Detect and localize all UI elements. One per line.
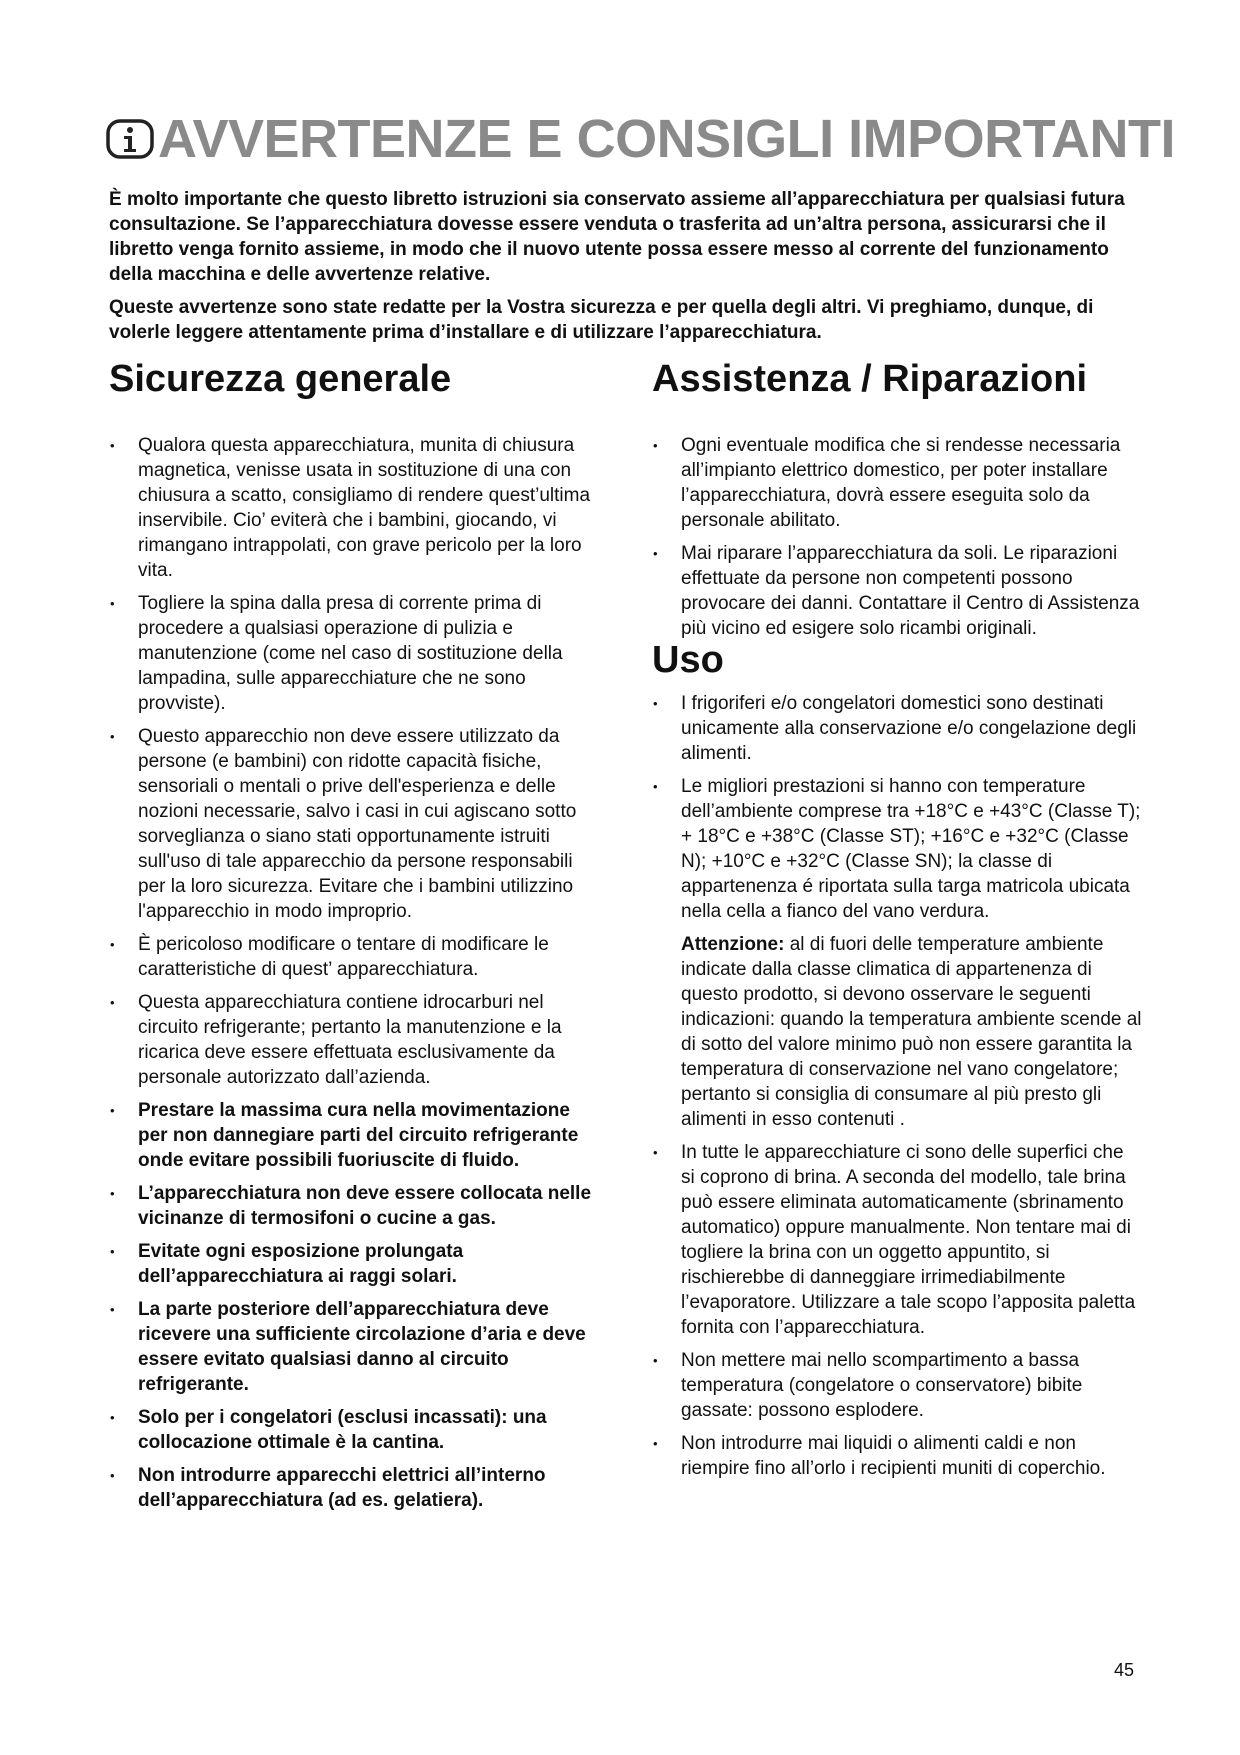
list-item: • Prestare la massima cura nella movimentazione per non dannegiare parti del circuito refrigerante onde evitare possibili fuoriuscite di fluido. <box>110 1100 579 1171</box>
bullet-icon: • <box>110 1244 115 1259</box>
list-item: • In tutte le apparecchiature ci sono delle superfici che si coprono di brina. A seconda del modello, tale brina può essere eliminata automaticamente (sbrinamento automatico) oppure manualmente. Non tentare mai di togliere la brina con un oggetto appuntito, si rischierebbe di danneggiare irrimediabilmente l’evaporatore. Utilizzare a tale scopo l’apposita paletta fornita con l’apparecchiatura. <box>653 1142 1136 1338</box>
uso-list-continued <box>652 1140 1142 1481</box>
bullet-icon: • <box>653 546 658 561</box>
attention-label: Attenzione: <box>681 934 785 955</box>
list-item: • È pericoloso modificare o tentare di modificare le caratteristiche di quest’ apparecchiatura. <box>110 934 549 980</box>
page-title-text: AVVERTENZE E CONSIGLI IMPORTANTI <box>158 109 1176 169</box>
uso-list <box>652 691 1142 924</box>
right-column <box>652 360 1142 1489</box>
info-icon <box>106 119 154 159</box>
list-item: • Evitate ogni esposizione prolungata dell’apparecchiatura ai raggi solari. <box>110 1241 464 1287</box>
list-item: • Le migliori prestazioni si hanno con temperature dell’ambiente comprese tra +18°C e +43°C (Classe T); + 18°C e +38°C (Classe ST); +16°C e +32°C (Classe N); +10°C e +32°C (Classe SN); la classe di appartenenza é riportata sulla targa matricola ubicata nella cella a fianco del vano verdura. <box>653 776 1141 922</box>
intro-paragraph: Queste avvertenze sono state redatte per la Vostra sicurezza e per quella degli altri. Vi preghiamo, dunque, di volerle leggere attentamente prima d’installare e di utilizzare l’apparecchiatura. <box>109 297 1094 343</box>
list-item: • L’apparecchiatura non deve essere collocata nelle vicinanze di termosifoni o cucine a gas. <box>110 1183 592 1229</box>
bullet-icon: • <box>653 1353 658 1368</box>
attention-text: al di fuori delle temperature ambiente indicate dalla classe climatica di appartenenza di questo prodotto, si devono osservare le seguenti indicazioni: quando la temperatura ambiente scende al di sotto del valore minimo può non essere garantita la temperatura di conservazione nel vano congelatore; pertanto si consiglia di consumare al più presto gli alimenti in esso contenuti . <box>681 934 1142 1130</box>
bullet-icon: • <box>110 596 115 611</box>
page-title <box>106 109 1176 169</box>
list-item: • Togliere la spina dalla presa di corrente prima di procedere a qualsiasi operazione di pulizia e manutenzione (come nel caso di sostituzione della lampadina, sulle apparecchiature che ne sono provviste). <box>110 593 563 714</box>
bullet-icon: • <box>110 995 115 1010</box>
list-item: • Non introdurre mai liquidi o alimenti caldi e non riempire fino all’orlo i recipienti muniti di coperchio. <box>653 1433 1106 1479</box>
list-item: • Ogni eventuale modifica che si rendesse necessaria all’impianto elettrico domestico, per poter installare l’apparecchiatura, dovrà essere eseguita solo da personale abilitato. <box>653 435 1121 531</box>
list-item: • Qualora questa apparecchiatura, munita di chiusura magnetica, venisse usata in sostituzione di una con chiusura a scatto, consigliamo di rendere quest’ultima inservibile. Cio’ eviterà che i bambini, giocando, vi rimangano intrappolati, con grave pericolo per la loro vita. <box>110 435 591 581</box>
left-column <box>109 360 599 1521</box>
list-item: • I frigoriferi e/o congelatori domestici sono destinati unicamente alla conservazione e/o congelazione degli alimenti. <box>653 693 1137 764</box>
bullet-icon: • <box>110 1468 115 1483</box>
section-heading-sicurezza: Sicurezza generale <box>109 358 452 400</box>
bullet-icon: • <box>110 1186 115 1201</box>
intro-paragraph: È molto importante che questo libretto istruzioni sia conservato assieme all’apparecchiatura per qualsiasi futura consultazione. Se l’apparecchiatura dovesse essere venduta o trasferita ad un’altra persona, assicurarsi che il libretto venga fornito assieme, in modo che il nuovo utente possa essere messo al corrente del funzionamento della macchina e delle avvertenze relative. <box>109 189 1125 285</box>
page-number: 45 <box>1114 1660 1135 1680</box>
bullet-icon: • <box>653 1145 658 1160</box>
bullet-icon: • <box>653 779 658 794</box>
section-heading-assistenza: Assistenza / Riparazioni <box>652 358 1088 400</box>
bullet-icon: • <box>653 438 658 453</box>
bullet-icon: • <box>653 1436 658 1451</box>
list-item: • Non introdurre apparecchi elettrici all’interno dell’apparecchiatura (ad es. gelatiera). <box>110 1465 546 1511</box>
attention-note <box>652 932 1142 1132</box>
bullet-icon: • <box>110 438 115 453</box>
intro <box>109 187 1139 353</box>
list-item: • Questa apparecchiatura contiene idrocarburi nel circuito refrigerante; pertanto la manutenzione e la ricarica deve essere effettuata esclusivamente da personale autorizzato dall’azienda. <box>110 992 562 1088</box>
bullet-icon: • <box>110 937 115 952</box>
list-item: • Solo per i congelatori (esclusi incassati): una collocazione ottimale è la cantina. <box>110 1407 547 1453</box>
assistenza-list <box>652 433 1142 641</box>
sicurezza-list <box>109 433 599 1513</box>
bullet-icon: • <box>110 1103 115 1118</box>
list-item: • Mai riparare l’apparecchiatura da soli. Le riparazioni effettuate da persone non competenti possono provocare dei danni. Contattare il Centro di Assistenza più vicino ed esigere solo ricambi originali. <box>653 543 1140 639</box>
section-heading-uso: Uso <box>652 639 724 681</box>
bullet-icon: • <box>110 1302 115 1317</box>
list-item: • Non mettere mai nello scompartimento a bassa temperatura (congelatore o conservatore) bibite gassate: possono esplodere. <box>653 1350 1083 1421</box>
list-item: • La parte posteriore dell’apparecchiatura deve ricevere una sufficiente circolazione d’aria e deve essere evitato qualsiasi danno al circuito refrigerante. <box>110 1299 586 1395</box>
bullet-icon: • <box>110 729 115 744</box>
list-item: • Questo apparecchio non deve essere utilizzato da persone (e bambini) con ridotte capacità fisiche, sensoriali o mentali o prive dell'esperienza e delle nozioni necessarie, salvo i casi in cui agiscano sotto sorveglianza o siano stati opportunamente istruiti sull'uso di tale apparecchio da persone responsabili per la loro sicurezza. Evitare che i bambini utilizzino l'apparecchio in modo improprio. <box>110 726 577 922</box>
bullet-icon: • <box>110 1410 115 1425</box>
bullet-icon: • <box>653 696 658 711</box>
